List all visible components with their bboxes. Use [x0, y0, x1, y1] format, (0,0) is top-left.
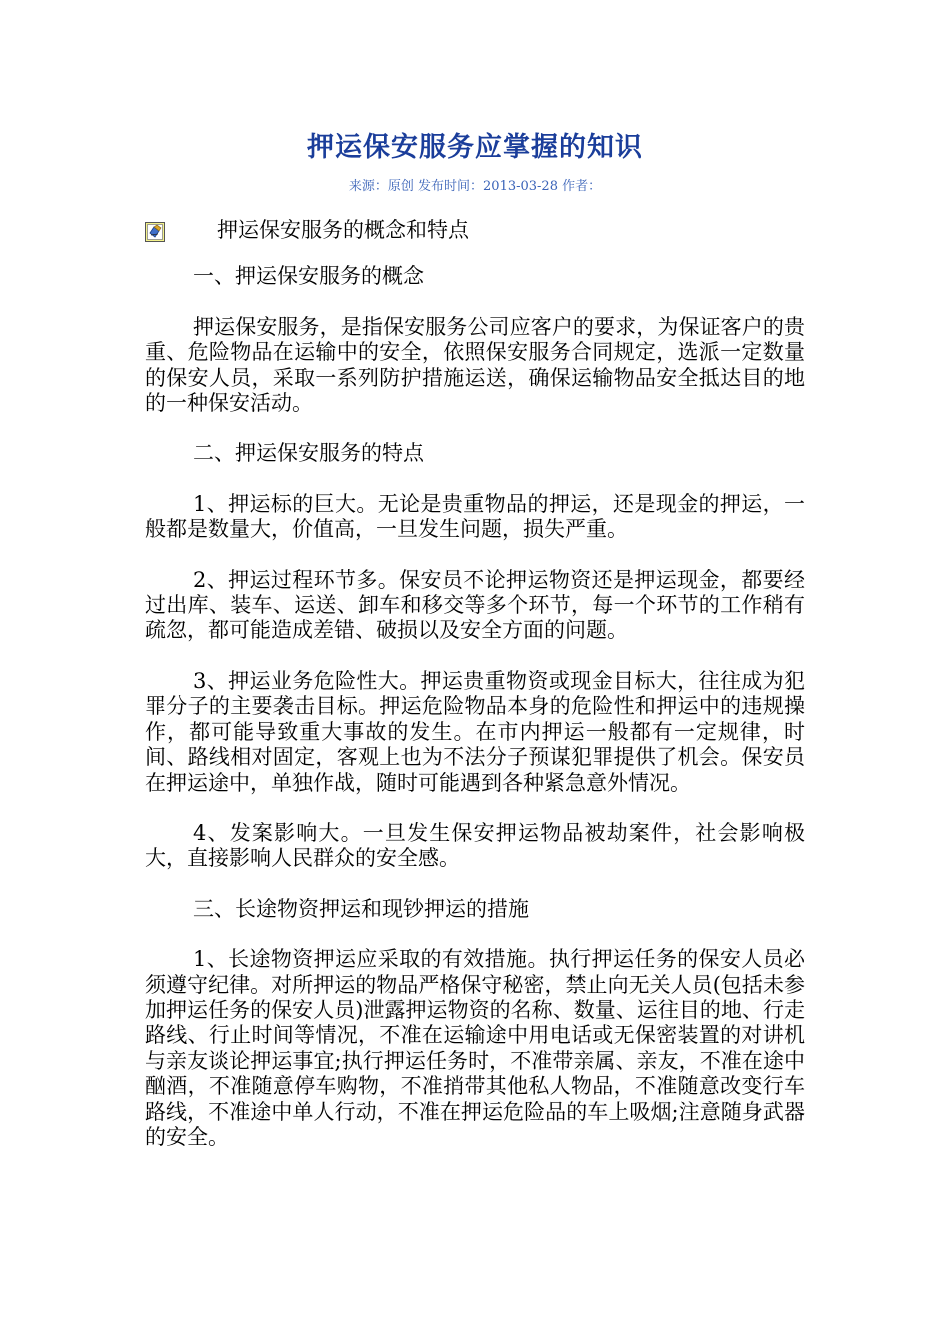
paragraph: 1、长途物资押运应采取的有效措施。执行押运任务的保安人员必须遵守纪律。对所押运的物品严格保守秘密，禁止向无关人员(包括未参加押运任务的保安人员)泄露押运物资的名称、数量、运往目的地、行走路线、行止时间等情况，不准在运输途中用电话或无保密装置的对讲机与亲友谈论押运事宜;执行押运任务时，不准带亲属、亲友，不准在途中酗酒，不准随意停车购物，不准捎带其他私人物品，不准随意改变行车路线，不准途中单人行动，不准在押运危险品的车上吸烟;注意随身武器的安全。	[145, 947, 805, 1149]
paragraph: 2、押运过程环节多。保安员不论押运物资还是押运现金，都要经过出库、装车、运送、卸车和移交等多个环节，每一个环节的工作稍有疏忽，都可能造成差错、破损以及安全方面的问题。	[145, 567, 805, 643]
article-body	[145, 218, 805, 1175]
section-heading: 三、长途物资押运和现钞押运的措施	[193, 896, 529, 921]
article-meta: 来源：原创 发布时间：2013-03-28 作者：	[348, 179, 602, 194]
main-heading: 押运保安服务的概念和特点	[217, 218, 469, 242]
paragraph: 押运保安服务，是指保安服务公司应客户的要求，为保证客户的贵重、危险物品在运输中的安全，依照保安服务合同规定，选派一定数量的保安人员，采取一系列防护措施运送，确保运输物品安全抵达目的地的一种保安活动。	[145, 314, 805, 416]
page-title: 押运保安服务应掌握的知识	[307, 132, 643, 163]
paragraph: 1、押运标的巨大。无论是贵重物品的押运，还是现金的押运，一般都是数量大，价值高，一旦发生问题，损失严重。	[145, 491, 805, 542]
section-heading: 一、押运保安服务的概念	[193, 264, 424, 289]
paragraph: 3、押运业务危险性大。押运贵重物资或现金目标大，往往成为犯罪分子的主要袭击目标。押运危险物品本身的危险性和押运中的违规操作，都可能导致重大事故的发生。在市内押运一般都有一定规律，时间、路线相对固定，客观上也为不法分子预谋犯罪提供了机会。保安员在押运途中，单独作战，随时可能遇到各种紧急意外情况。	[145, 668, 805, 795]
section-heading: 二、押运保安服务的特点	[193, 441, 424, 466]
paragraph: 4、发案影响大。一旦发生保安押运物品被劫案件，社会影响极大，直接影响人民群众的安全感。	[145, 820, 805, 871]
